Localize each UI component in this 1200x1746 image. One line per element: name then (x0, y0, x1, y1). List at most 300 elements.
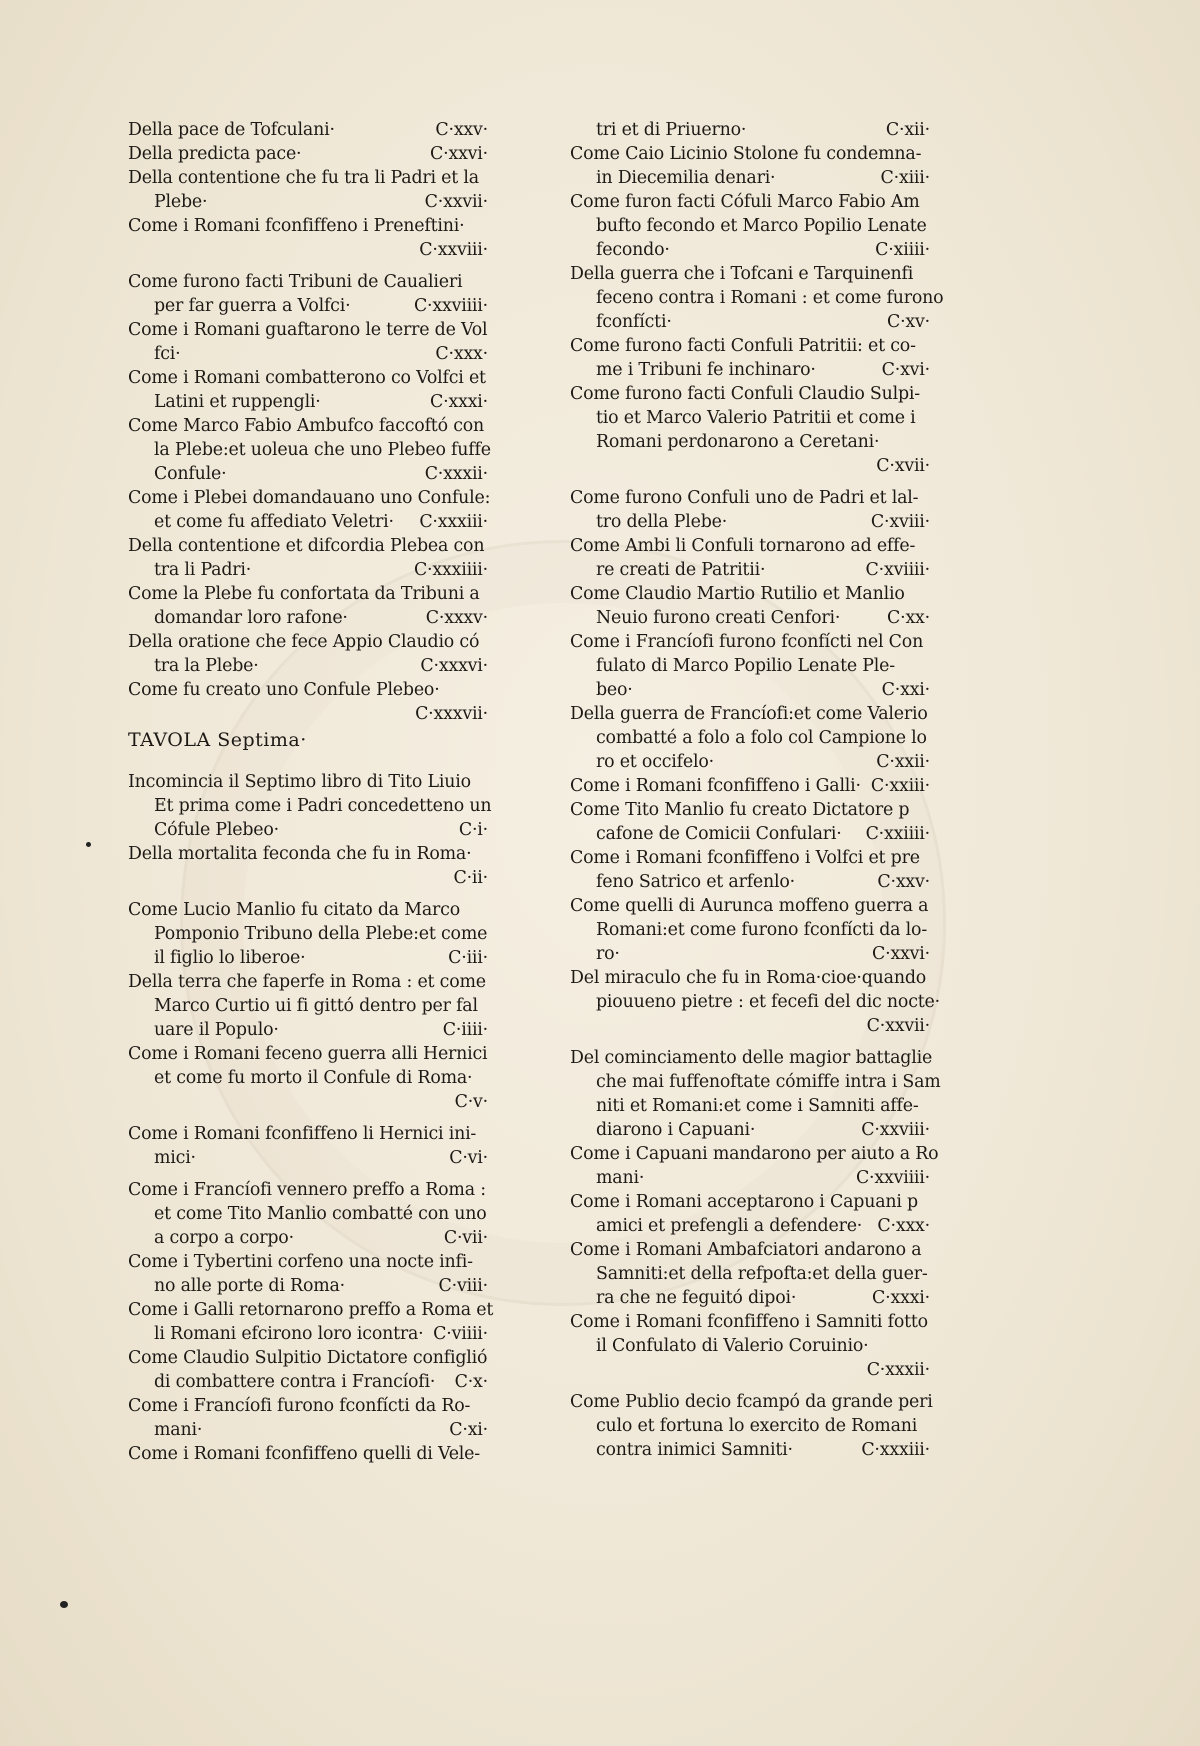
contents-entry-line (570, 334, 930, 358)
chapter-number (933, 1390, 941, 1414)
contents-entry-line (128, 630, 488, 654)
chapter-number (480, 630, 488, 654)
entry-text: uare il Populo· (154, 1020, 279, 1040)
contents-entry-line (128, 770, 488, 794)
contents-entry-line (570, 630, 930, 654)
chapter-number (928, 894, 936, 918)
contents-entry-line (128, 118, 488, 142)
entry-text: Pomponio Tribuno della Plebe:et come (154, 924, 488, 944)
entry-text: beo· (596, 680, 633, 700)
entry-text: li Romani efcirono loro icontra· (154, 1324, 424, 1344)
entry-text: tro della Plebe· (596, 512, 728, 532)
chapter-number (480, 166, 488, 190)
chapter-number: C·xxxii· (424, 464, 488, 484)
contents-entry-line (128, 582, 488, 606)
contents-entry-line (570, 1142, 939, 1166)
contents-entry-line (128, 1202, 488, 1226)
chapter-number (922, 486, 930, 510)
entry-text: Come Caio Licinio Stolone fu condemna- (570, 144, 922, 164)
entry-text: Come i Romani fconfiffeno i Volfci et pre (570, 848, 920, 868)
entry-text: combatté a folo a folo col Campione lo (596, 728, 927, 748)
contents-entry-line (570, 774, 930, 798)
contents-entry-line (570, 1094, 930, 1118)
contents-entry-line (570, 558, 930, 582)
chapter-number (928, 1262, 936, 1286)
entry-text: Come i Plebei domandauano uno Confule: (128, 488, 491, 508)
entry-text: Confule· (154, 464, 227, 484)
chapter-number: C·ii· (453, 868, 488, 888)
chapter-number (922, 534, 930, 558)
entry-text: Della terra che faperfe in Roma : et come (128, 972, 486, 992)
contents-entry-line (128, 414, 488, 438)
entry-text: Come i Romani Ambafciatori andarono a (570, 1240, 922, 1260)
contents-entry-line (570, 726, 930, 750)
entry-text: il figlio lo liberoe· (154, 948, 306, 968)
entry-text: piouueno pietre : et fecefi del dic nocte· (596, 992, 940, 1012)
entry-text: et come Tito Manlio combatté con uno (154, 1204, 487, 1224)
entry-text: Latini et ruppengli· (154, 392, 321, 412)
entry-text: fci· (154, 344, 181, 364)
contents-entry-line (570, 582, 930, 606)
chapter-number: C·xxxvii· (415, 704, 488, 724)
contents-entry-line (570, 510, 930, 534)
contents-entry-line (128, 842, 488, 866)
chapter-number (480, 1442, 488, 1466)
entry-text: Come i Romani feceno guerra alli Hernici (128, 1044, 488, 1064)
chapter-number (490, 486, 498, 510)
chapter-number: C·xxii· (876, 752, 930, 772)
chapter-number (480, 678, 488, 702)
chapter-number: C·xiiii· (875, 240, 930, 260)
contents-entry-line (570, 750, 930, 774)
contents-entry-line (570, 1118, 930, 1142)
entry-text: Et prima come i Padri concedetteno un (154, 796, 492, 816)
chapter-number: C·xviii· (870, 512, 930, 532)
entry-text: Come Claudio Sulpitio Dictatore configlió (128, 1348, 488, 1368)
tavola-heading-text: TAVOLA Septima· (128, 729, 307, 751)
contents-entry-line (570, 1238, 930, 1262)
chapter-number: C·iiii· (442, 1020, 488, 1040)
entry-text: Come i Capuani mandarono per aiuto a Ro (570, 1144, 939, 1164)
tavola-heading (128, 728, 488, 758)
chapter-number (480, 1122, 488, 1146)
entry-text: Come i Romani fconfiffeno i Samniti fotto (570, 1312, 928, 1332)
entry-text: Neuio furono creati Cenfori· (596, 608, 841, 628)
chapter-number (922, 190, 930, 214)
contents-entry-line (570, 166, 930, 190)
contents-entry-line (570, 1390, 933, 1414)
contents-entry-line (570, 1190, 930, 1214)
chapter-number (927, 726, 935, 750)
entry-text: et come fu affediato Veletri· (154, 512, 394, 532)
chapter-number (480, 270, 488, 294)
contents-entry-line (128, 1418, 488, 1442)
chapter-number: C·xxvii· (424, 192, 488, 212)
entry-text: Della guerra de Francíofi:et come Valerio (570, 704, 928, 724)
chapter-number (922, 406, 930, 430)
chapter-number (922, 1238, 930, 1262)
chapter-number: C·xxxiii· (419, 512, 488, 532)
contents-entry-line (128, 486, 491, 510)
chapter-number: C·viiii· (433, 1324, 488, 1344)
contents-entry-line (128, 898, 488, 922)
chapter-number: C·xxxi· (430, 392, 488, 412)
chapter-number (487, 1042, 495, 1066)
entry-text: Marco Curtio ui fi gittó dentro per fal (154, 996, 478, 1016)
contents-entry-line (128, 1394, 488, 1418)
entry-text: Come Publio decio fcampó da grande peri (570, 1392, 933, 1412)
contents-entry-line (570, 1286, 930, 1310)
contents-entry-line (128, 510, 488, 534)
chapter-number (928, 1310, 936, 1334)
chapter-number (922, 798, 930, 822)
entry-text: amici et prefengli a defendere· (596, 1216, 863, 1236)
contents-entry-line (570, 454, 930, 478)
contents-entry-line (570, 870, 930, 894)
chapter-number (922, 334, 930, 358)
entry-text: mici· (154, 1148, 196, 1168)
chapter-number (480, 770, 488, 794)
contents-entry-line (128, 294, 488, 318)
contents-entry-line (570, 1014, 930, 1038)
entry-text: fconfícti· (596, 312, 672, 332)
entry-text: Romani:et come furono fconfícti da lo- (596, 920, 927, 940)
contents-entry-line (570, 894, 930, 918)
entry-text: Come i Romani acceptarono i Capuani p (570, 1192, 918, 1212)
entry-text: Come i Romani fconfiffeno i Galli· (570, 776, 861, 796)
chapter-number: C·xxi· (881, 680, 930, 700)
chapter-number: C·xiii· (880, 168, 930, 188)
contents-entry-line (128, 166, 488, 190)
contents-entry-line (128, 866, 488, 890)
chapter-number (922, 1414, 930, 1438)
entry-text: contra inimici Samniti· (596, 1440, 793, 1460)
contents-entry-line (128, 678, 488, 702)
contents-entry-line (570, 286, 944, 310)
entry-text: Come i Romani fconfiffeno quelli di Vele- (128, 1444, 480, 1464)
entry-text: Della contentione et difcordia Plebea con (128, 536, 485, 556)
chapter-number (922, 142, 930, 166)
contents-entry-line (570, 678, 930, 702)
contents-entry-line (128, 702, 488, 726)
chapter-number: C·xvi· (881, 360, 930, 380)
chapter-number (932, 1046, 940, 1070)
contents-entry-line (128, 946, 488, 970)
entry-text: me i Tribuni fe inchinaro· (596, 360, 816, 380)
chapter-number (480, 1250, 488, 1274)
entry-text: Cófule Plebeo· (154, 820, 279, 840)
entry-text: Come quelli di Aurunca moffeno guerra a (570, 896, 929, 916)
entry-text: bufto fecondo et Marco Popilio Lenate (596, 216, 927, 236)
left-column (128, 118, 494, 1466)
chapter-number (486, 366, 494, 390)
chapter-number: C·xxvi· (872, 944, 930, 964)
chapter-number: C·i· (458, 820, 488, 840)
chapter-number (927, 214, 935, 238)
entry-text: Della pace de Tofculani· (128, 120, 335, 140)
chapter-number: C·vi· (449, 1148, 488, 1168)
chapter-number (480, 1394, 488, 1418)
chapter-number (927, 918, 935, 942)
chapter-number: C·xviiii· (865, 560, 930, 580)
entry-text: ro· (596, 944, 620, 964)
entry-text: no alle porte di Roma· (154, 1276, 346, 1296)
entry-text: per far guerra a Volfci· (154, 296, 351, 316)
contents-entry-line (128, 318, 488, 342)
contents-entry-line (128, 1146, 488, 1170)
chapter-number (480, 898, 488, 922)
entry-text: il Confulato di Valerio Coruinio· (596, 1336, 869, 1356)
entry-text: Della predicta pace· (128, 144, 302, 164)
entry-text: a corpo a corpo· (154, 1228, 294, 1248)
chapter-number (487, 1202, 495, 1226)
chapter-number (922, 654, 930, 678)
contents-entry-line (128, 1370, 488, 1394)
contents-entry-line (128, 366, 488, 390)
chapter-number (922, 1190, 930, 1214)
contents-entry-line (570, 262, 930, 286)
entry-text: Come Claudio Martio Rutilio et Manlio (570, 584, 905, 604)
contents-entry-line (570, 310, 930, 334)
chapter-number (480, 994, 488, 1018)
chapter-number: C·xxxvi· (420, 656, 488, 676)
entry-text: Come i Romani fconfiffeno li Hernici ini- (128, 1124, 477, 1144)
entry-text: Come i Francíofi furono fconfícti nel Con (570, 632, 924, 652)
entry-text: la Plebe:et uoleua che uno Plebeo fuffe (154, 440, 491, 460)
entry-text: Samniti:et della refpofta:et della guer- (596, 1264, 928, 1284)
contents-entry-line (128, 342, 488, 366)
chapter-number: C·xii· (885, 120, 930, 140)
contents-entry-line (128, 818, 488, 842)
contents-entry-line (128, 558, 488, 582)
chapter-number (491, 794, 499, 818)
contents-entry-line (128, 1274, 488, 1298)
chapter-number: C·xxviiii· (855, 1168, 930, 1188)
contents-entry-line (570, 1262, 930, 1286)
entry-text: Come i Romani guaftarono le terre de Vol (128, 320, 488, 340)
contents-entry-line (128, 1250, 488, 1274)
entry-text: culo et fortuna lo exercito de Romani (596, 1416, 918, 1436)
chapter-number (922, 262, 930, 286)
contents-entry-line (128, 1178, 488, 1202)
chapter-number (922, 1094, 930, 1118)
entry-text: Come i Francíofi furono fconfícti da Ro- (128, 1396, 471, 1416)
contents-entry-line (570, 966, 930, 990)
contents-entry-line (128, 438, 491, 462)
entry-text: Come Lucio Manlio fu citato da Marco (128, 900, 460, 920)
chapter-number (926, 966, 934, 990)
contents-entry-line (128, 1066, 488, 1090)
entry-text: Della mortalita feconda che fu in Roma· (128, 844, 472, 864)
entry-text: tra la Plebe· (154, 656, 259, 676)
chapter-number: C·xxxiiii· (413, 560, 488, 580)
chapter-number (943, 286, 951, 310)
contents-entry-line (128, 190, 488, 214)
chapter-number: C·xxvii· (866, 1016, 930, 1036)
entry-text: Come Ambi li Confuli tornarono ad effe- (570, 536, 916, 556)
contents-entry-line (570, 118, 930, 142)
chapter-number (487, 922, 495, 946)
contents-entry-line (128, 1298, 494, 1322)
contents-entry-line (570, 534, 930, 558)
entry-text: tri et di Priuerno· (596, 120, 747, 140)
contents-entry-line (570, 430, 930, 454)
contents-entry-line (128, 970, 488, 994)
contents-entry-line (128, 214, 488, 238)
contents-entry-line (570, 1414, 930, 1438)
chapter-number (486, 1178, 494, 1202)
entry-text: Plebe· (154, 192, 208, 212)
chapter-number (484, 414, 492, 438)
contents-entry-line (570, 702, 930, 726)
chapter-number (480, 842, 488, 866)
entry-text: fecondo· (596, 240, 670, 260)
chapter-number (922, 1334, 930, 1358)
chapter-number: C·xi· (449, 1420, 488, 1440)
contents-list-book-7 (128, 770, 494, 1466)
contents-entry-line (570, 918, 930, 942)
contents-entry-line (570, 486, 930, 510)
contents-entry-line (570, 190, 930, 214)
contents-entry-line (570, 822, 930, 846)
contents-entry-line (570, 142, 930, 166)
entry-text: Romani perdonarono a Ceretani· (596, 432, 880, 452)
contents-entry-line (570, 798, 930, 822)
chapter-number: C·xx· (887, 608, 930, 628)
chapter-number: C·xxviii· (419, 240, 488, 260)
contents-entry-line (128, 1226, 488, 1250)
entry-text: Come i Galli retornarono preffo a Roma et (128, 1300, 494, 1320)
chapter-number (922, 846, 930, 870)
chapter-number: C·xxxi· (872, 1288, 930, 1308)
contents-entry-line (570, 1046, 933, 1070)
entry-text: Come i Tybertini corfeno una nocte infi- (128, 1252, 473, 1272)
entry-text: cafone de Comicii Confulari· (596, 824, 842, 844)
chapter-number (487, 1346, 495, 1370)
contents-entry-line (128, 534, 488, 558)
contents-entry-line (128, 1122, 488, 1146)
chapter-number (938, 1142, 946, 1166)
entry-text: di combattere contra i Francíofi· (154, 1372, 436, 1392)
contents-entry-line (128, 606, 488, 630)
chapter-number (480, 214, 488, 238)
chapter-number (922, 382, 930, 406)
entry-text: Come Tito Manlio fu creato Dictatore p (570, 800, 910, 820)
entry-text: Come i Romani fconfiffeno i Preneftini· (128, 216, 465, 236)
contents-entry-line (128, 462, 488, 486)
chapter-number (922, 430, 930, 454)
contents-entry-line (570, 214, 930, 238)
entry-text: re creati de Patritii· (596, 560, 766, 580)
chapter-number: C·xxiii· (870, 776, 930, 796)
entry-text: feno Satrico et arfenlo· (596, 872, 795, 892)
entry-text: mani· (596, 1168, 645, 1188)
entry-text: diarono i Capuani· (596, 1120, 756, 1140)
contents-entry-line (128, 1018, 488, 1042)
entry-text: tra li Padri· (154, 560, 252, 580)
contents-list-book-6-end (128, 118, 491, 726)
chapter-number: C·xxxv· (425, 608, 488, 628)
ink-speck (60, 1601, 68, 1608)
entry-text: niti et Romani:et come i Samniti affe- (596, 1096, 919, 1116)
contents-entry-line (570, 238, 930, 262)
chapter-number (922, 582, 930, 606)
contents-entry-line (128, 270, 488, 294)
chapter-number: C·xvii· (876, 456, 930, 476)
chapter-number (940, 990, 948, 1014)
chapter-number: C·xv· (887, 312, 930, 332)
chapter-number (923, 630, 931, 654)
chapter-number (493, 1298, 501, 1322)
chapter-number (941, 1070, 949, 1094)
chapter-number: C·xxx· (877, 1216, 930, 1236)
chapter-number (480, 582, 488, 606)
contents-entry-line (570, 942, 930, 966)
contents-entry-line (128, 142, 488, 166)
contents-entry-line (570, 1358, 930, 1382)
entry-text: et come fu morto il Confule di Roma· (154, 1068, 473, 1088)
contents-entry-line (128, 390, 488, 414)
chapter-number: C·xxvi· (430, 144, 488, 164)
entry-text: Come furono facti Tribuni de Caualieri (128, 272, 463, 292)
contents-entry-line (570, 1070, 941, 1094)
entry-text: domandar loro rafone· (154, 608, 348, 628)
chapter-number: C·xxiiii· (865, 824, 930, 844)
chapter-number: C·x· (454, 1372, 488, 1392)
contents-entry-line (128, 794, 492, 818)
contents-entry-line (128, 1346, 488, 1370)
right-column (570, 118, 944, 1462)
contents-entry-line (128, 1442, 488, 1466)
contents-entry-line (570, 1214, 930, 1238)
entry-text: Del miraculo che fu in Roma·cioe·quando (570, 968, 927, 988)
chapter-number: C·xxxii· (866, 1360, 930, 1380)
entry-text: Come i Francíofi vennero preffo a Roma : (128, 1180, 486, 1200)
contents-entry-line (570, 1438, 930, 1462)
contents-entry-line (128, 1042, 488, 1066)
entry-text: Della oratione che fece Appio Claudio có (128, 632, 480, 652)
contents-entry-line (570, 606, 930, 630)
contents-entry-line (570, 358, 930, 382)
entry-text: Come Marco Fabio Ambufco faccoftó con (128, 416, 485, 436)
chapter-number (487, 318, 495, 342)
entry-text: Della guerra che i Tofcani e Tarquinenfi (570, 264, 914, 284)
chapter-number (491, 438, 499, 462)
entry-text: mani· (154, 1420, 203, 1440)
contents-entry-line (570, 382, 930, 406)
contents-entry-line (570, 990, 940, 1014)
contents-entry-line (570, 1334, 930, 1358)
contents-list-book-7-continued (570, 118, 944, 1462)
entry-text: in Diecemilia denari· (596, 168, 776, 188)
contents-entry-line (570, 406, 930, 430)
entry-text: Come fu creato uno Confule Plebeo· (128, 680, 440, 700)
chapter-number: C·xxviii· (861, 1120, 930, 1140)
entry-text: Come furono Confuli uno de Padri et lal- (570, 488, 919, 508)
chapter-number: C·xxxiii· (861, 1440, 930, 1460)
contents-entry-line (128, 1090, 488, 1114)
chapter-number: C·iii· (448, 948, 488, 968)
entry-text: Come furono facti Confuli Patritii: et co- (570, 336, 916, 356)
contents-entry-line (128, 238, 488, 262)
entry-text: Della contentione che fu tra li Padri et la (128, 168, 479, 188)
chapter-number (480, 1066, 488, 1090)
chapter-number: C·xxviiii· (413, 296, 488, 316)
chapter-number: C·v· (454, 1092, 488, 1112)
chapter-number: C·xxv· (435, 120, 488, 140)
chapter-number (928, 702, 936, 726)
chapter-number (484, 534, 492, 558)
